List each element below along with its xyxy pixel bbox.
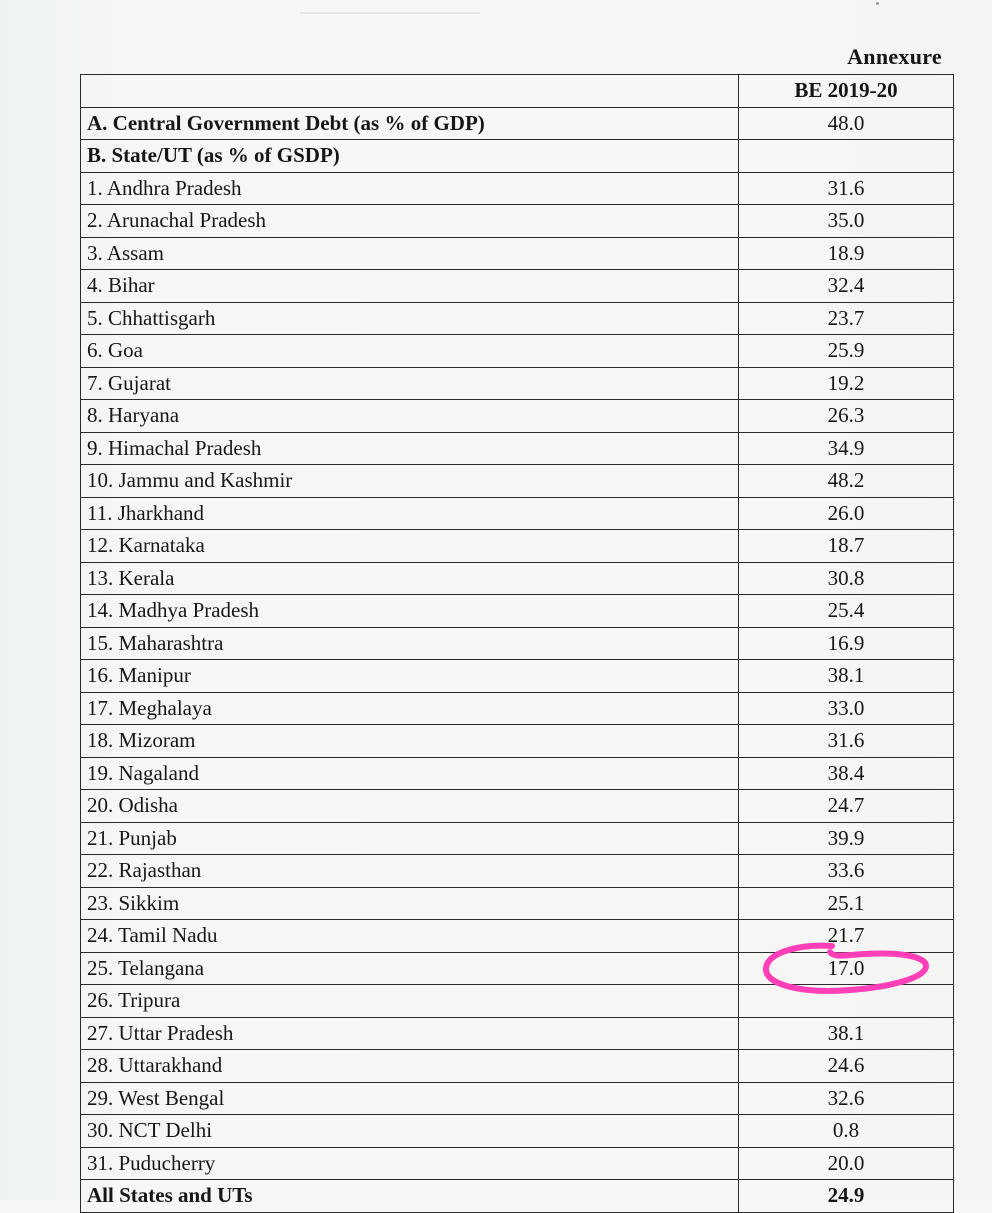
row-value: 25.9 [739,335,954,368]
row-value [739,140,954,173]
row-label: 19. Nagaland [81,757,739,790]
table-row [81,497,954,530]
table-row [81,400,954,433]
row-label: A. Central Government Debt (as % of GDP) [81,107,739,140]
row-value: 24.6 [739,1050,954,1083]
table-row [81,1017,954,1050]
table-row [81,270,954,303]
row-label: 23. Sikkim [81,887,739,920]
row-value: 32.6 [739,1082,954,1115]
row-label: 3. Assam [81,237,739,270]
row-value: 20.0 [739,1147,954,1180]
row-value: 38.4 [739,757,954,790]
row-label: 21. Punjab [81,822,739,855]
table-row [81,335,954,368]
debt-table [80,74,954,1213]
row-value: 24.7 [739,790,954,823]
table-row [81,952,954,985]
row-value: 21.7 [739,920,954,953]
row-label: 4. Bihar [81,270,739,303]
row-label: 15. Maharashtra [81,627,739,660]
table-row [81,1050,954,1083]
table-row [81,855,954,888]
row-value: 25.4 [739,595,954,628]
row-label: 27. Uttar Pradesh [81,1017,739,1050]
row-label: 26. Tripura [81,985,739,1018]
table-row [81,822,954,855]
row-value: 16.9 [739,627,954,660]
row-label: 31. Puducherry [81,1147,739,1180]
column-header-be-2019-20: BE 2019-20 [739,75,954,108]
table-row [81,1180,954,1213]
row-label: 29. West Bengal [81,1082,739,1115]
row-label: All States and UTs [81,1180,739,1213]
row-value: 48.0 [739,107,954,140]
row-label: 7. Gujarat [81,367,739,400]
table-row [81,432,954,465]
row-value: 38.1 [739,660,954,693]
table-row [81,692,954,725]
row-value: 18.7 [739,530,954,563]
row-label: 12. Karnataka [81,530,739,563]
row-value: 24.9 [739,1180,954,1213]
table-row [81,107,954,140]
table-row [81,627,954,660]
row-label: 5. Chhattisgarh [81,302,739,335]
row-label: 28. Uttarakhand [81,1050,739,1083]
table-row [81,595,954,628]
bleed-through-mark [300,0,480,14]
row-value: 31.6 [739,725,954,758]
row-label: 20. Odisha [81,790,739,823]
row-value: 26.0 [739,497,954,530]
row-value: 31.6 [739,172,954,205]
table-row [81,920,954,953]
row-label: 8. Haryana [81,400,739,433]
row-label: 17. Meghalaya [81,692,739,725]
row-value: 25.1 [739,887,954,920]
row-value: 34.9 [739,432,954,465]
row-value: 32.4 [739,270,954,303]
table-row [81,302,954,335]
row-label: 11. Jharkhand [81,497,739,530]
table-row [81,530,954,563]
header-row [81,75,954,108]
annexure-heading: Annexure [847,44,942,69]
row-label: 25. Telangana [81,952,739,985]
table-row [81,140,954,173]
row-label: 30. NCT Delhi [81,1115,739,1148]
row-value: 18.9 [739,237,954,270]
row-label: B. State/UT (as % of GSDP) [81,140,739,173]
table-row [81,237,954,270]
row-value [739,985,954,1018]
table-row [81,205,954,238]
row-label: 24. Tamil Nadu [81,920,739,953]
row-value: 33.6 [739,855,954,888]
row-value: 19.2 [739,367,954,400]
row-label: 16. Manipur [81,660,739,693]
row-label: 14. Madhya Pradesh [81,595,739,628]
header-blank-cell [81,75,739,108]
table-row [81,1147,954,1180]
table-row [81,887,954,920]
table-row [81,1115,954,1148]
row-value: 23.7 [739,302,954,335]
row-label: 2. Arunachal Pradesh [81,205,739,238]
row-label: 22. Rajasthan [81,855,739,888]
row-value: 39.9 [739,822,954,855]
table-row [81,757,954,790]
speck [876,2,879,5]
table-row [81,367,954,400]
table-row [81,660,954,693]
row-value: 26.3 [739,400,954,433]
row-value: 48.2 [739,465,954,498]
table-row [81,725,954,758]
row-value: 38.1 [739,1017,954,1050]
row-label: 1. Andhra Pradesh [81,172,739,205]
row-value: 30.8 [739,562,954,595]
table-row [81,172,954,205]
table-row [81,790,954,823]
row-label: 13. Kerala [81,562,739,595]
row-value: 0.8 [739,1115,954,1148]
row-value-highlighted: 17.0 [739,952,954,985]
row-label: 6. Goa [81,335,739,368]
row-value: 33.0 [739,692,954,725]
table-row [81,985,954,1018]
row-value: 35.0 [739,205,954,238]
table-row [81,465,954,498]
row-label: 18. Mizoram [81,725,739,758]
table-row [81,562,954,595]
table-row [81,1082,954,1115]
row-label: 9. Himachal Pradesh [81,432,739,465]
row-label: 10. Jammu and Kashmir [81,465,739,498]
